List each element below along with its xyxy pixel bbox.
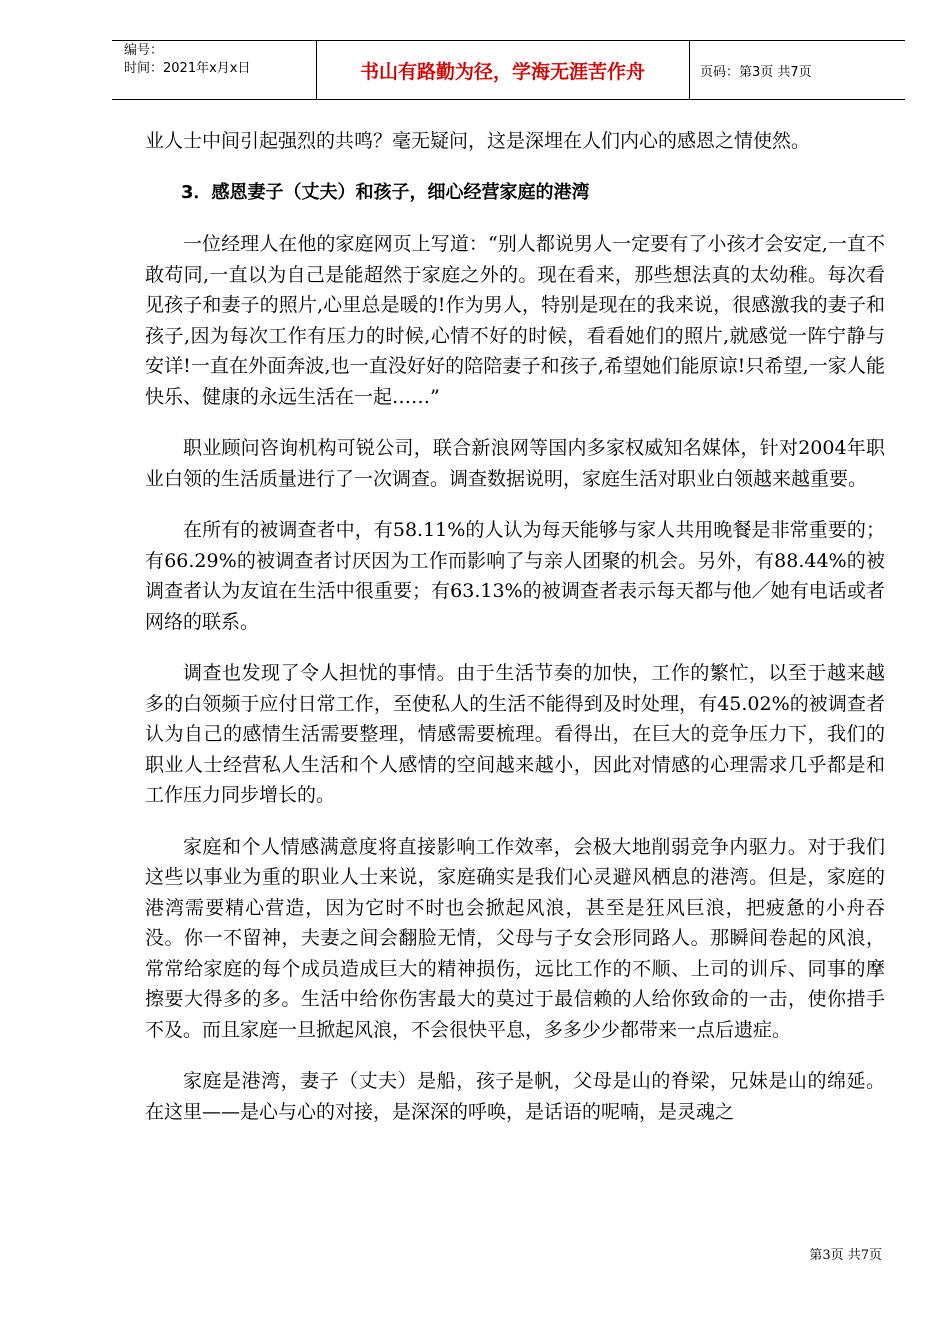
header-date-label: 时间：2021年x月x日 [124,61,251,76]
paragraph: 一位经理人在他的家庭网页上写道：“别人都说男人一定要有了小孩才会安定,一直不敢苟同,一直以为自己是能超然于家庭之外的。现在看来，那些想法真的太幼稚。每次看见孩子和妻子的照片,心里总是暖的!作为男人，特别是现在的我来说，很感激我的妻子和孩子,因为每次工作有压力的时候,心情不好的时候，看看她们的照片,就感觉一阵宁静与安详!一直在外面奔波,也一直没好好的陪陪妻子和孩子,希望她们能原谅!只希望,一家人能快乐、健康的永远生活在一起……” [145,233,885,408]
header-motto: 书山有路勤为径，学海无涯苦作舟 [359,60,645,83]
document-body [145,126,885,1148]
section-heading: 3．感恩妻子（丈夫）和孩子，细心经营家庭的港湾 [181,181,590,203]
header-page-label: 页码：第3页 共7页 [700,64,812,80]
page-header [112,40,905,100]
header-number-label: 编号： [124,43,164,58]
paragraph: 在所有的被调查者中，有58.11%的人认为每天能够与家人共用晚餐是非常重要的；有66.29%的被调查者讨厌因为工作而影响了与亲人团聚的机会。另外，有88.44%的被调查者认为友谊在生活中很重要；有63.13%的被调查者表示每天都与他／她有电话或者网络的联系。 [145,519,885,633]
paragraph-continued: 业人士中间引起强烈的共鸣？毫无疑问，这是深埋在人们内心的感恩之情使然。 [145,130,811,152]
paragraph: 职业顾问咨询机构可锐公司，联合新浪网等国内多家权威知名媒体，针对2004年职业白领的生活质量进行了一次调查。调查数据说明，家庭生活对职业白领越来越重要。 [145,437,885,490]
paragraph: 家庭和个人情感满意度将直接影响工作效率，会极大地削弱竞争内驱力。对于我们这些以事业为重的职业人士来说，家庭确实是我们心灵避风栖息的港湾。但是，家庭的港湾需要精心营造，因为它时不时也会掀起风浪，甚至是狂风巨浪，把疲惫的小舟吞没。你一不留神，夫妻之间会翻脸无情，父母与子女会形同路人。那瞬间卷起的风浪，常常给家庭的每个成员造成巨大的精神损伤，远比工作的不顺、上司的训斥、同事的摩擦要大得多的多。生活中给你伤害最大的莫过于最信赖的人给你致命的一击，使你措手不及。而且家庭一旦掀起风浪，不会很快平息，多多少少都带来一点后遗症。 [145,835,885,1041]
paragraph: 调查也发现了令人担忧的事情。由于生活节奏的加快，工作的繁忙，以至于越来越多的白领频于应付日常工作，至使私人的生活不能得到及时处理，有45.02%的被调查者认为自己的感情生活需要整理，情感需要梳理。看得出，在巨大的竞争压力下，我们的职业人士经营私人生活和个人感情的空间越来越小，因此对情感的心理需求几乎都是和工作压力同步增长的。 [145,662,885,806]
page-footer: 第3页 共7页 [809,1248,882,1263]
paragraph: 家庭是港湾，妻子（丈夫）是船，孩子是帆，父母是山的脊梁，兄妹是山的绵延。在这里——是心与心的对接，是深深的呼唤，是话语的呢喃，是灵魂之 [145,1070,885,1123]
header-divider [689,40,690,100]
header-meta [124,42,314,78]
